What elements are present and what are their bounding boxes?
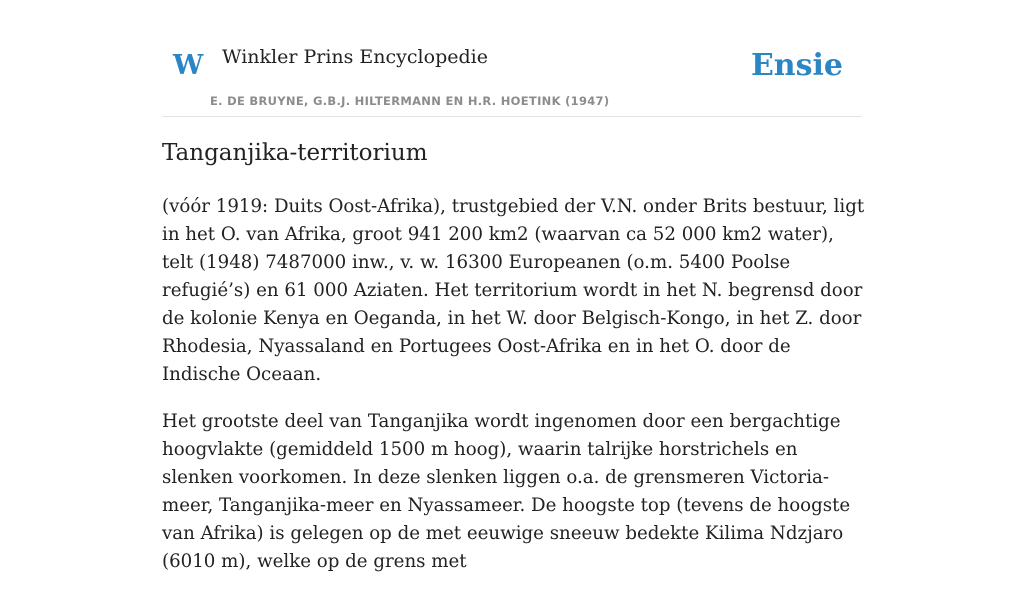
site-logo[interactable]: W xyxy=(173,50,204,81)
article-paragraph: (vóór 1919: Duits Oost-Afrika), trustgebied der V.N. onder Brits bestuur, ligt in het O. van Afrika, groot 941 200 km2 (waarvan ca 52 000 km2 water), telt (1948) 7487000 inw., v. w. 16300 Europeanen (o.m. 5400 Poolse refugié’s) en 61 000 Aziaten. Het territorium wordt in het N. begrensd door de kolonie Kenya en Oeganda, in het W. door Belgisch-Kongo, in het Z. door Rhodesia, Nyassaland en Portugees Oost-Afrika en in het O. door de Indische Oceaan. xyxy=(162,196,865,385)
site-subtitle: E. DE BRUYNE, G.B.J. HILTERMANN EN H.R. HOETINK (1947) xyxy=(210,94,610,108)
brand-logo[interactable]: Ensie xyxy=(750,48,843,83)
article-body xyxy=(162,193,867,595)
article-paragraph: Het grootste deel van Tanganjika wordt ingenomen door een bergachtige hoogvlakte (gemiddeld 1500 m hoog), waarin talrijke horstrichels en slenken voorkomen. In deze slenken liggen o.a. de grensmeren Victoria-meer, Tanganjika-meer en Nyassameer. De hoogste top (tevens de hoogste van Afrika) is gelegen op de met eeuwige sneeuw bedekte Kilima Ndzjaro (6010 m), welke op de grens met xyxy=(162,411,851,572)
site-header xyxy=(162,0,862,117)
article-title: Tanganjika-territorium xyxy=(162,140,428,166)
site-title[interactable]: Winkler Prins Encyclopedie xyxy=(222,46,488,68)
page xyxy=(162,0,865,572)
